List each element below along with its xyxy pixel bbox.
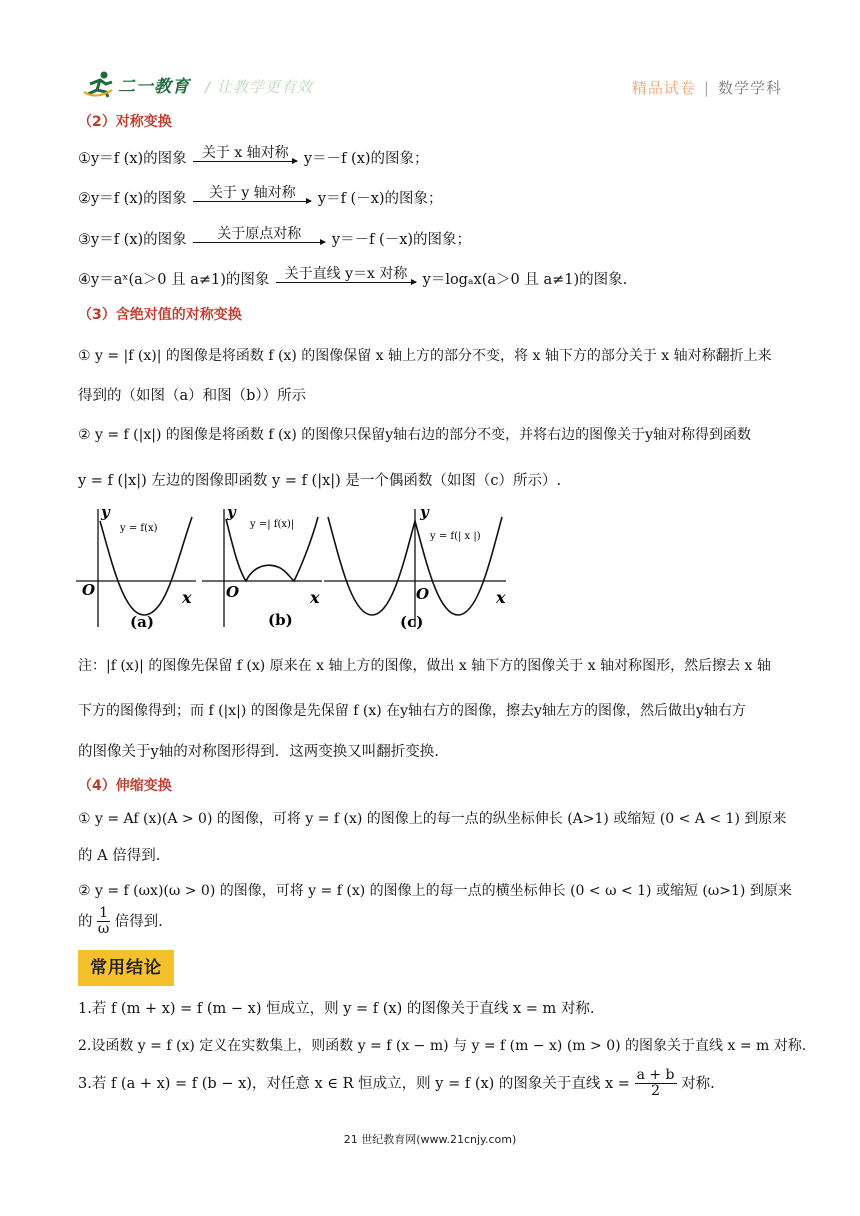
- fraction-denominator: 2: [651, 1083, 661, 1100]
- symmetry-item-3: [78, 228, 471, 249]
- text-fragment: 倍得到.: [114, 913, 163, 930]
- transform-arrow: [193, 145, 297, 168]
- note-line-2: 下方的图像得到；而 f (|x|) 的图像是先保留 f (x) 在y轴右方的图像，擦去y轴左方的图像，然后做出y轴右方: [78, 703, 746, 719]
- symmetry-item-2: [78, 187, 443, 208]
- arrow-label: 关于原点对称: [217, 226, 302, 242]
- figures-abc: [72, 503, 512, 635]
- origin-label-b: O: [226, 583, 240, 601]
- abs-rule-1-line2: 得到的（如图（a）和图（b））所示: [78, 388, 307, 404]
- arrow-label: 关于 y 轴对称: [208, 185, 296, 201]
- page-footer: 21 世纪教育网(www.21cnjy.com): [343, 1133, 517, 1146]
- y-axis-label-b: y: [227, 503, 236, 521]
- item-prefix: ③y＝f (x)的图象: [78, 232, 187, 248]
- x-axis-label-a: x: [182, 588, 192, 607]
- section-4-title: （4）伸缩变换: [78, 778, 172, 794]
- stretch-rule-2-line1: ② y = f (ωx)(ω > 0) 的图像，可将 y = f (x) 的图像上的每一点的横坐标伸长 (0 < ω < 1) 或缩短 (ω>1) 到原来: [78, 883, 792, 899]
- x-axis-label-c: x: [496, 588, 506, 607]
- figure-caption-a: (a): [130, 613, 154, 631]
- note-line-3: 的图像关于y轴的对称图形得到．这两变换又叫翻折变换.: [78, 744, 439, 760]
- section-3-title: （3）含绝对值的对称变换: [78, 307, 242, 323]
- transform-arrow: [193, 185, 311, 208]
- header-subject: 数学学科: [717, 79, 782, 97]
- fraction-numerator: a + b: [636, 1067, 675, 1083]
- logo-text: 二一教育: [118, 76, 190, 97]
- curve-label-c: y = f(| x |): [430, 531, 481, 542]
- origin-label-c: O: [416, 585, 430, 603]
- header-slogan: / 让教学更有效: [205, 78, 313, 96]
- item-prefix: ①y＝f (x)的图象: [78, 151, 187, 167]
- curve-label-a: y = f(x): [120, 523, 158, 534]
- item-suffix: y＝f (－x)的图象；: [317, 191, 443, 207]
- figure-caption-c: (c): [400, 613, 424, 631]
- stretch-rule-1-line2: 的 A 倍得到.: [78, 848, 161, 864]
- fraction-numerator: 1: [99, 905, 109, 921]
- conclusion-3: [78, 1068, 715, 1100]
- stretch-rule-2-line2: [78, 906, 163, 938]
- symmetry-item-4: [78, 268, 627, 289]
- abs-rule-1-line1: ① y = |f (x)| 的图像是将函数 f (x) 的图像保留 x 轴上方的部分不变，将 x 轴下方的部分关于 x 轴对称翻折上来: [78, 348, 772, 364]
- header-label: 精品试卷: [631, 79, 696, 97]
- fraction-one-over-omega: [97, 906, 110, 938]
- transform-arrow: [276, 266, 416, 289]
- fraction-denominator: ω: [97, 921, 110, 938]
- item-prefix: ②y＝f (x)的图象: [78, 191, 187, 207]
- item-suffix: y＝－f (x)的图象；: [303, 151, 429, 167]
- abs-rule-2-line2: y = f (|x|) 左边的图像即函数 y = f (|x|) 是一个偶函数（如图（c）所示）.: [78, 473, 562, 489]
- figure-a: [76, 503, 196, 631]
- section-2-title: （2）对称变换: [78, 114, 172, 130]
- conclusion-1: 1.若 f (m + x) = f (m − x) 恒成立，则 y = f (x) 的图像关于直线 x = m 对称.: [78, 1001, 595, 1017]
- transform-arrow: [193, 226, 325, 249]
- text-fragment: 3.若 f (a + x) = f (b − x)，对任意 x ∈ R 恒成立，则 y = f (x) 的图象关于直线 x =: [78, 1075, 630, 1092]
- curve-label-b: y =| f(x)|: [250, 519, 295, 530]
- stretch-rule-1-line1: ① y = Af (x)(A > 0) 的图像，可将 y = f (x) 的图像上的每一点的纵坐标伸长 (A>1) 或缩短 (0 < A < 1) 到原来: [78, 811, 787, 827]
- runner-logo-icon: [82, 70, 116, 98]
- note-line-1: 注：|f (x)| 的图像先保留 f (x) 原来在 x 轴上方的图像，做出 x 轴下方的图像关于 x 轴对称图形，然后擦去 x 轴: [78, 658, 771, 674]
- header-separator: |: [703, 79, 710, 97]
- item-prefix: ④y＝aˣ(a＞0 且 a≠1)的图象: [78, 272, 270, 288]
- y-axis-label-c: y: [420, 503, 429, 521]
- figure-c: [324, 503, 506, 631]
- header-right: [632, 77, 782, 98]
- figure-caption-b: (b): [268, 611, 293, 629]
- symmetry-item-1: [78, 147, 429, 168]
- abs-rule-2-line1: ② y = f (|x|) 的图像是将函数 f (x) 的图像只保留y轴右边的部分不变，并将右边的图像关于y轴对称得到函数: [78, 427, 752, 443]
- origin-label-a: O: [82, 581, 96, 599]
- fraction-a-plus-b-over-2: [635, 1068, 677, 1100]
- brand-logo: [82, 70, 190, 98]
- y-axis-label-a: y: [101, 503, 110, 521]
- item-suffix: y＝logₐx(a＞0 且 a≠1)的图象.: [422, 272, 628, 288]
- arrow-label: 关于直线 y＝x 对称: [284, 266, 408, 282]
- arrow-label: 关于 x 轴对称: [201, 145, 289, 161]
- conclusions-badge: 常用结论: [78, 950, 174, 986]
- text-fragment: 的: [78, 913, 93, 930]
- figure-b: [202, 503, 322, 629]
- text-fragment: 对称.: [681, 1075, 715, 1092]
- conclusion-2: 2.设函数 y = f (x) 定义在实数集上，则函数 y = f (x − m) 与 y = f (m − x) (m > 0) 的图象关于直线 x = m 对称.: [78, 1038, 807, 1054]
- x-axis-label-b: x: [310, 588, 320, 607]
- item-suffix: y＝－f (－x)的图象；: [331, 232, 472, 248]
